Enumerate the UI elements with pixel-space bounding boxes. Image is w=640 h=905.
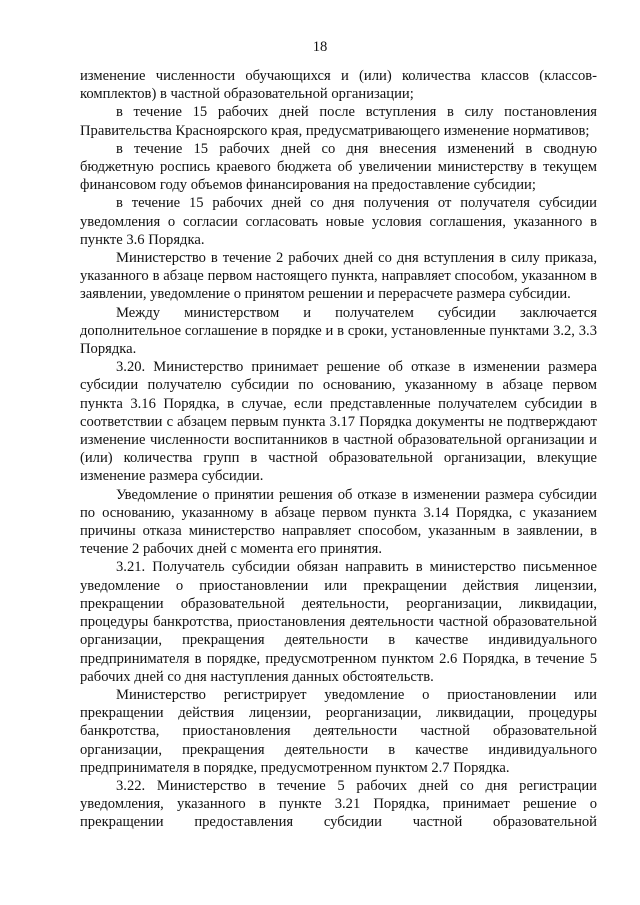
paragraph: Между министерством и получателем субсидии заключается дополнительное соглашение в порядке и в сроки, установленные пунктами 3.2, 3.3 Порядка.	[80, 304, 597, 358]
page-number: 18	[312, 39, 328, 55]
paragraph-3-22: 3.22. Министерство в течение 5 рабочих дней со дня регистрации уведомления, указанного в пункте 3.21 Порядка, принимает решение о прекращении предоставления субсидии частной образовательной	[80, 777, 597, 831]
document-body	[80, 67, 597, 832]
paragraph: в течение 15 рабочих дней после вступления в силу постановления Правительства Красноярского края, предусматривающего изменение нормативов;	[80, 104, 597, 139]
paragraph-3-20: 3.20. Министерство принимает решение об отказе в изменении размера субсидии получателю субсидии по основанию, указанному в абзаце первом пункта 3.16 Порядка, в случае, если представленные получателем субсидии в соответствии с абзацем первым пункта 3.17 Порядка документы не подтверждают изменение численности воспитанников в частной образовательной организации и (или) количества групп в частной образовательной организации, влекущие изменение размера субсидии.	[80, 359, 597, 485]
paragraph: в течение 15 рабочих дней со дня внесения изменений в сводную бюджетную роспись краевого бюджета об увеличении министерству в текущем финансовом году объемов финансирования на предоставление субсидии;	[80, 140, 597, 194]
paragraph: в течение 15 рабочих дней со дня получения от получателя субсидии уведомления о согласии согласовать новые условия соглашения, указанного в пункте 3.6 Порядка.	[80, 195, 597, 248]
paragraph: Уведомление о принятии решения об отказе в изменении размера субсидии по основанию, указанному в абзаце первом пункта 3.14 Порядка, с указанием причины отказа министерство направляет способом, указанным в заявлении, в течение 2 рабочих дней с момента его принятия.	[80, 486, 597, 558]
paragraph: Министерство в течение 2 рабочих дней со дня вступления в силу приказа, указанного в абзаце первом настоящего пункта, направляет способом, указанном в заявлении, уведомление о принятом решении и перерасчете размера субсидии.	[80, 250, 597, 303]
paragraph: Министерство регистрирует уведомление о приостановлении или прекращении действия лицензии, реорганизации, ликвидации, процедуры банкротства, приостановления деятельности частной образовательной организации, прекращения деятельности в качестве индивидуального предпринимателя в порядке, предусмотренном пунктом 2.7 Порядка.	[80, 686, 597, 776]
paragraph-continuation: изменение численности обучающихся и (или) количества классов (классов-комплектов) в частной образовательной организации;	[80, 68, 597, 103]
paragraph-3-21: 3.21. Получатель субсидии обязан направить в министерство письменное уведомление о приостановлении или прекращении действия лицензии, прекращении образовательной деятельности, реорганизации, ликвидации, процедуры банкротства, приостановления деятельности частной образовательной организации, прекращения деятельности в качестве индивидуального предпринимателя в порядке, предусмотренном пунктом 2.6 Порядка, в течение 5 рабочих дней со дня наступления данных обстоятельств.	[80, 559, 597, 685]
